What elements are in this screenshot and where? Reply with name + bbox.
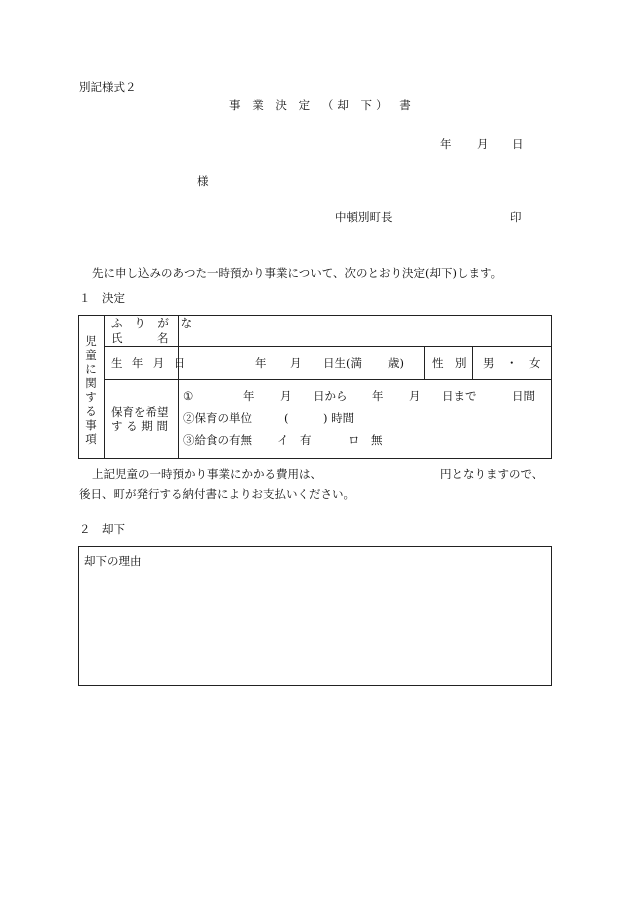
age-label: 歳) (388, 356, 404, 370)
rejection-reason-box (78, 546, 552, 686)
rejection-reason-label: 却下の理由 (84, 554, 142, 568)
child-info-group-label: 児童に関する事項 (85, 334, 97, 446)
period-label-line2: す る 期 間 (111, 419, 168, 433)
name-label: 氏 名 (111, 331, 169, 345)
period-start-day: 日から (313, 389, 348, 403)
birthdate-label: 生 年 月 日 (111, 356, 189, 370)
care-unit-paren: ( (284, 411, 289, 425)
fee-text-start: 上記児童の一時預かり事業にかかる費用は、 (92, 467, 322, 481)
period-start-year: 年 (243, 389, 255, 403)
date-day-label: 日 (512, 137, 524, 151)
table-divider (178, 315, 179, 459)
meal-option-no: ロ 無 (348, 433, 383, 447)
issuer-name: 中頓別町長 (335, 210, 393, 224)
birth-year-label: 年 (255, 356, 267, 370)
period-end-year: 年 (372, 389, 384, 403)
intro-text: 先に申し込みのあつた一時預かり事業について、次のとおり決定(却下)します。 (92, 266, 503, 280)
fee-text-end: 円となりますので、 (440, 467, 544, 481)
period-line1-num: ① (183, 389, 194, 403)
document-title: 事 業 決 定 （却 下） 書 (229, 98, 415, 112)
form-number: 別記様式２ (79, 80, 137, 94)
period-days: 日間 (512, 389, 535, 403)
addressee-suffix: 様 (197, 174, 209, 188)
table-divider (424, 346, 425, 379)
birth-month-label: 月 (290, 356, 302, 370)
furigana-label: ふ り が な (111, 316, 197, 330)
table-divider (104, 379, 552, 380)
section-rejection-heading: ２ 却下 (79, 522, 125, 536)
birth-day-label: 日生(満 (323, 356, 362, 370)
fee-text-line2: 後日、町が発行する納付書によりお支払いください。 (79, 487, 355, 501)
table-divider (472, 346, 473, 379)
table-divider (104, 346, 552, 347)
care-unit-hours: ) 時間 (323, 411, 355, 425)
period-start-month: 月 (280, 389, 292, 403)
date-year-label: 年 (440, 137, 452, 151)
meal-label: ③給食の有無 (183, 433, 252, 447)
seal-mark: 印 (510, 210, 522, 224)
sex-options: 男 ・ 女 (483, 356, 541, 370)
table-divider (104, 315, 105, 459)
section-decision-heading: １ 決定 (79, 291, 125, 305)
sex-label: 性 別 (432, 356, 467, 370)
care-unit-label: ②保育の単位 (183, 411, 252, 425)
date-month-label: 月 (477, 137, 489, 151)
period-label-line1: 保育を希望 (111, 405, 169, 419)
period-end-day: 日まで (442, 389, 477, 403)
period-end-month: 月 (409, 389, 421, 403)
meal-option-yes: イ 有 (277, 433, 312, 447)
